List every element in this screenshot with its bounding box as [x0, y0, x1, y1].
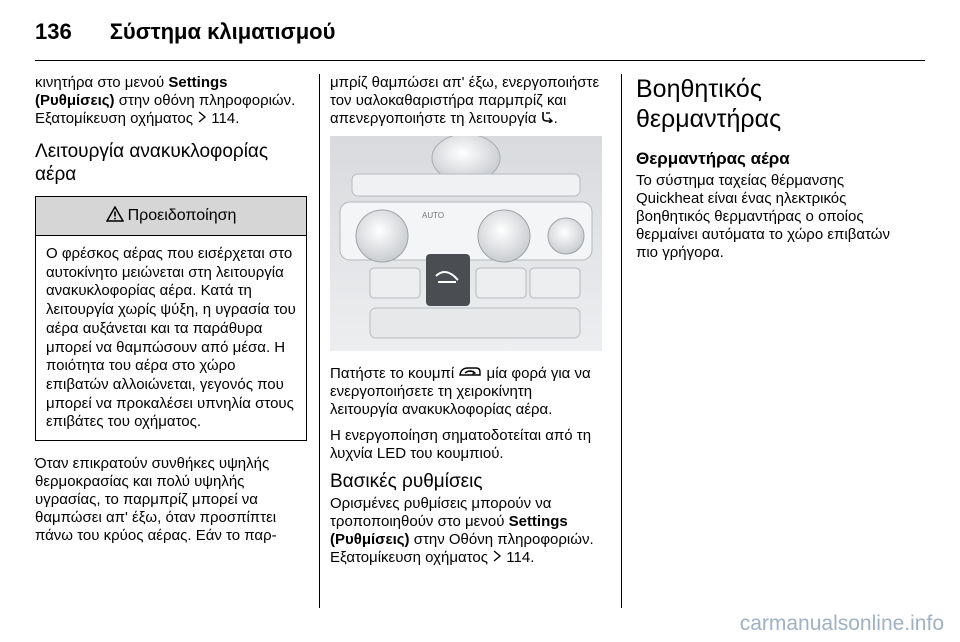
column-1 [35, 74, 307, 553]
section-heading-basic-settings: Βασικές ρυθμίσεις [330, 471, 483, 493]
windshield-fog-paragraph: Όταν επικρατούν συνθήκες υψηλής θερμοκρασίας και πολύ υψηλής υγρασίας, το παρμπρίζ μπορεί να θαμπώσει απ' έξω, όταν προσπίπτει πάνω του κρύος αέρας. Εάν το παρ- [35, 455, 277, 545]
page-title: Σύστημα κλιματισμού [109, 19, 336, 44]
page-header [35, 14, 335, 50]
watermark-site: carmanualsonline.info [739, 612, 944, 635]
warning-triangle-icon [106, 206, 124, 227]
settings-menu-ref: Settings (Ρυθμίσεις) [35, 74, 228, 109]
warning-box [35, 196, 307, 441]
warning-text: Ο φρέσκος αέρας που εισέρχεται στο αυτοκίνητο μειώνεται στη λειτουργία ανακυκλοφορίας αέρα. Κατά τη λειτουργία χωρίς ψύξη, η υγρασία του αέρα αυξάνεται και τα παράθυρα μπορεί να θαμπώσουν από μέσα. Η ποιότητα του αέρα στο χώρο επιβατών αλλοιώνεται, γεγονός που μπορεί να προκαλέσει υπνηλία στους επιβάτες του οχήματος. [46, 245, 296, 431]
recirculation-button-icon [458, 365, 482, 383]
column-2 [330, 74, 602, 575]
warning-header [36, 197, 306, 236]
subheading-air-heater: Θερμαντήρας αέρα [636, 149, 790, 168]
led-paragraph: Η ενεργοποίηση σηματοδοτείται από τη λυχνία LED του κουμπιού. [330, 427, 592, 463]
auto-button-label: AUTO [422, 211, 445, 221]
page-reference-icon [197, 110, 207, 128]
column-3 [636, 74, 908, 270]
section-heading-auxiliary-heater: Βοηθητικός θερμαντήρας [636, 75, 782, 133]
column-divider-2 [621, 74, 622, 608]
settings-menu-ref-2: Settings (Ρυθμίσεις) [330, 513, 568, 549]
recirculation-button-paragraph: Πατήστε το κουμπί μία φορά για να ενεργοποιήσετε τη χειροκίνητη λειτουργία ανακυκλοφορίας αέρα. [330, 365, 591, 419]
climate-control-panel-image [330, 136, 602, 351]
recirculation-mode-icon [541, 110, 554, 128]
column-divider-1 [319, 74, 320, 608]
page-number: 136 [35, 19, 72, 44]
intro-paragraph: κινητήρα στο μενού Settings (Ρυθμίσεις) στην οθόνη πληροφοριών. Εξατομίκευση οχήματος 114. [35, 74, 296, 127]
wiper-paragraph: μπρίζ θαμπώσει απ' έξω, ενεργοποιήστε τον υαλοκαθαριστήρα παρμπρίζ και απενεργοποιήστε τη λειτουργία . [330, 74, 600, 127]
header-divider [35, 60, 925, 61]
quickheat-paragraph: Το σύστημα ταχείας θέρμανσης Quickheat είναι ένας ηλεκτρικός βοηθητικός θερμαντήρας ο οποίος θερμαίνει αυτόματα το χώρο επιβατών πιο γρήγορα. [636, 172, 890, 261]
basic-settings-paragraph: Ορισμένες ρυθμίσεις μπορούν να τροποποιηθούν στο μενού Settings (Ρυθμίσεις) στην Οθόνη πληροφοριών. Εξατομίκευση οχήματος 114. [330, 495, 594, 567]
page-reference-icon [492, 549, 502, 567]
section-heading-recirculation: Λειτουργία ανακυκλοφορίας αέρα [35, 141, 269, 186]
warning-title: Προειδοποίηση [127, 207, 237, 225]
